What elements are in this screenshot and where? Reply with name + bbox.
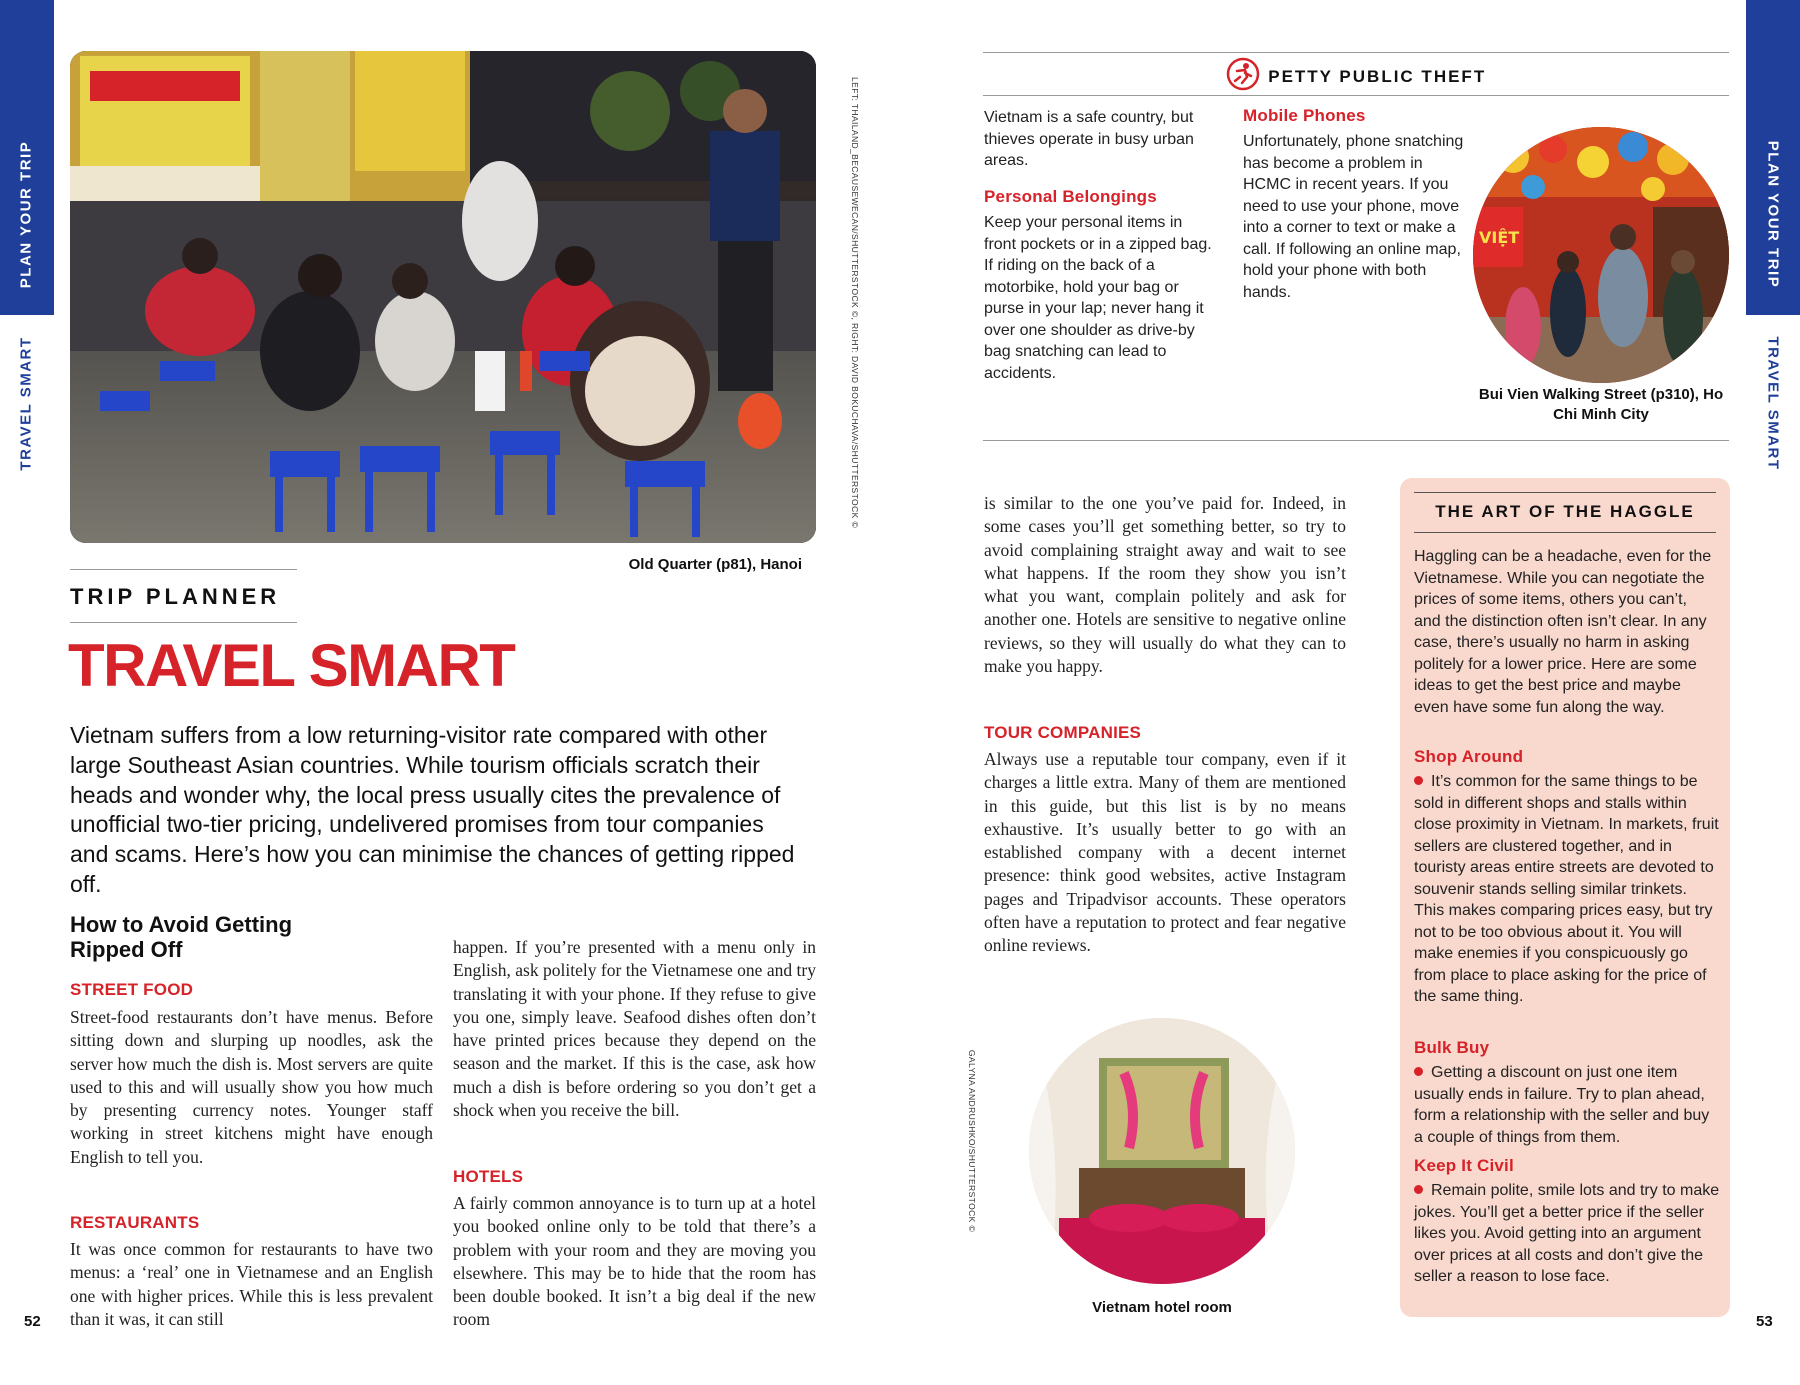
tour-text: Always use a reputable tour company, even if it charges a little extra. Many of them are mentioned in this guide, but this list is by no means exhaustive. It’s usually better to go with an established company with a decent internet presence: think good websites, active Instagram pages and Tripadvisor accounts. These operators often have a reputation to protect and fear negative online reviews. <box>984 749 1346 956</box>
right-tab-section: PLAN YOUR TRIP <box>1764 140 1782 289</box>
kicker: TRIP PLANNER <box>70 584 281 609</box>
kicker-rule-top <box>70 569 297 570</box>
restaurants-text: It was once common for restaurants to have two menus: a ‘real’ one in Vietnamese and an English one with higher prices. While this is less prevalent than it was, it can still <box>70 1239 433 1329</box>
theft-heading: PETTY PUBLIC THEFT <box>1268 66 1487 86</box>
page-number-left: 52 <box>24 1313 41 1330</box>
phones-heading: Mobile Phones <box>1243 106 1366 125</box>
hotel-room-illustration <box>1029 1018 1295 1284</box>
col3-text: is similar to the one you’ve paid for. Indeed, in some cases you’ll get something better, so try to avoid complaining straight away and wait to see what happens. If the room they show you isn’t what you want, complain politely and ask for another one. Hotels are sensitive to negative online reviews, so they will usually do what they can to make you happy. <box>984 493 1346 677</box>
tour-heading: TOUR COMPANIES <box>984 723 1142 742</box>
hero-caption: Old Quarter (p81), Hanoi <box>628 556 802 573</box>
theft-rule-bottom <box>983 440 1729 441</box>
belongings-text: Keep your personal items in front pockets or in a zipped bag. If riding on the back of a motorbike, hold your bag or purse in your lap; never hang it over one shoulder as drive-by bag snatching can lead to accidents. <box>984 214 1212 382</box>
intro-paragraph: Vietnam suffers from a low returning-visitor rate compared with other large Southeast Asian countries. While tourism officials scratch their heads and wonder why, the local press usually cites the prevalence of unofficial two-tier pricing, undelivered promises from tour companies and scams. Here’s how you can minimise the chances of getting ripped off. <box>70 722 795 897</box>
haggle-rule-bottom <box>1414 532 1716 533</box>
haggle-tip-text-civil: Remain polite, smile lots and try to make jokes. You’ll get a better price if the seller likes you. Avoid getting into an argument over prices at all costs and don’t give the seller a reason to lose face. <box>1414 1180 1720 1288</box>
right-tab-chapter: TRAVEL SMART <box>1764 336 1782 471</box>
hotel-room-photo <box>1029 1018 1295 1284</box>
haggle-intro: Haggling can be a headache, even for the Vietnamese. While you can negotiate the prices of some items, others you can’t, and the distinction often isn’t clear. In any case, there’s usually no harm in asking politely for a lower price. Here are some ideas to get the best price and maybe even have some fun along the way. <box>1414 548 1712 716</box>
haggle-tip-heading-shop: Shop Around <box>1414 747 1524 766</box>
bui-vien-caption: Bui Vien Walking Street (p310), Ho Chi Minh City <box>1478 386 1724 423</box>
restaurants-heading: RESTAURANTS <box>70 1213 200 1232</box>
bui-vien-sign: VIỆT <box>1479 228 1520 247</box>
haggle-heading: THE ART OF THE HAGGLE <box>1435 502 1695 521</box>
hero-photo-illustration <box>70 51 816 543</box>
street-food-text: Street-food restaurants don’t have menus. Before sitting down and slurping up noodles, ask the server how much the dish is. Most servers are quite used to this and will usually show you how much by presenting currency notes. Younger staff working in street kitchens might have enough English to tell you. <box>70 1007 433 1167</box>
theft-intro: Vietnam is a safe country, but thieves operate in busy urban areas. <box>984 109 1194 169</box>
col2-text: happen. If you’re presented with a menu only in English, ask politely for the Vietnamese one and try translating it with your phone. If they refuse to give you one, simply leave. Seafood dishes often don’t have printed prices because they depend on the season and the market. If this is the case, ask how much a dish is before ordering so you don’t get a shock when you receive the bill. <box>453 937 816 1121</box>
page-title: TRAVEL SMART <box>68 632 515 699</box>
belongings-heading: Personal Belongings <box>984 187 1157 206</box>
phones-text: Unfortunately, phone snatching has become a problem in HCMC in recent years. If you need to use your phone, move into a corner to text or make a call. If following an online map, hold your phone with both hands. <box>1243 133 1464 301</box>
left-tab-section: PLAN YOUR TRIP <box>17 140 35 289</box>
haggle-tip-text-shop: It’s common for the same things to be sold in different shops and stalls within close proximity in Vietnam. In markets, fruit sellers are clustered together, and in touristy areas entire streets are devoted to souvenir stands selling similar trinkets. This makes comparing prices easy, but try not to be too obvious about it. You will make enemies if you conspicuously go from place to place asking for the price of the same thing. <box>1414 771 1720 1008</box>
street-food-heading: STREET FOOD <box>70 980 194 999</box>
bui-vien-photo <box>1473 127 1729 383</box>
haggle-tip-heading-bulk: Bulk Buy <box>1414 1038 1490 1057</box>
haggle-rule-top <box>1414 492 1716 493</box>
theft-rule-top <box>983 52 1729 53</box>
hotel-caption: Vietnam hotel room <box>1092 1299 1232 1316</box>
thief-icon <box>1226 57 1260 96</box>
bui-vien-illustration <box>1473 127 1729 383</box>
haggle-tip-text-bulk: Getting a discount on just one item usually ends in failure. Try to plan ahead, form a relationship with the seller and buy a couple of things from them. <box>1414 1062 1720 1148</box>
theft-rule-mid <box>983 95 1729 96</box>
how-to-heading: How to Avoid Getting Ripped Off <box>70 912 293 962</box>
hotels-text: A fairly common annoyance is to turn up at a hotel you booked online only to be told that there’s a problem with your room and they are moving you elsewhere. This may be to hide that the room has been double booked. It isn’t a big deal if the new room <box>453 1193 816 1330</box>
kicker-rule-bottom <box>70 622 297 623</box>
page-number-right: 53 <box>1756 1313 1773 1330</box>
left-tab-chapter: TRAVEL SMART <box>17 336 35 471</box>
haggle-tip-heading-civil: Keep It Civil <box>1414 1156 1514 1175</box>
hotels-heading: HOTELS <box>453 1167 524 1186</box>
photo-credit-left: LEFT: THAILAND_BECAUSEWECAN/SHUTTERSTOCK ©, RIGHT: DAVID BOKUCHAVA/SHUTTERSTOCK © <box>850 77 860 529</box>
photo-credit-hotel: GALYNA ANDRUSHKO/SHUTTERSTOCK © <box>967 1049 977 1233</box>
theft-header <box>983 57 1729 95</box>
hero-photo-old-quarter <box>70 51 816 543</box>
